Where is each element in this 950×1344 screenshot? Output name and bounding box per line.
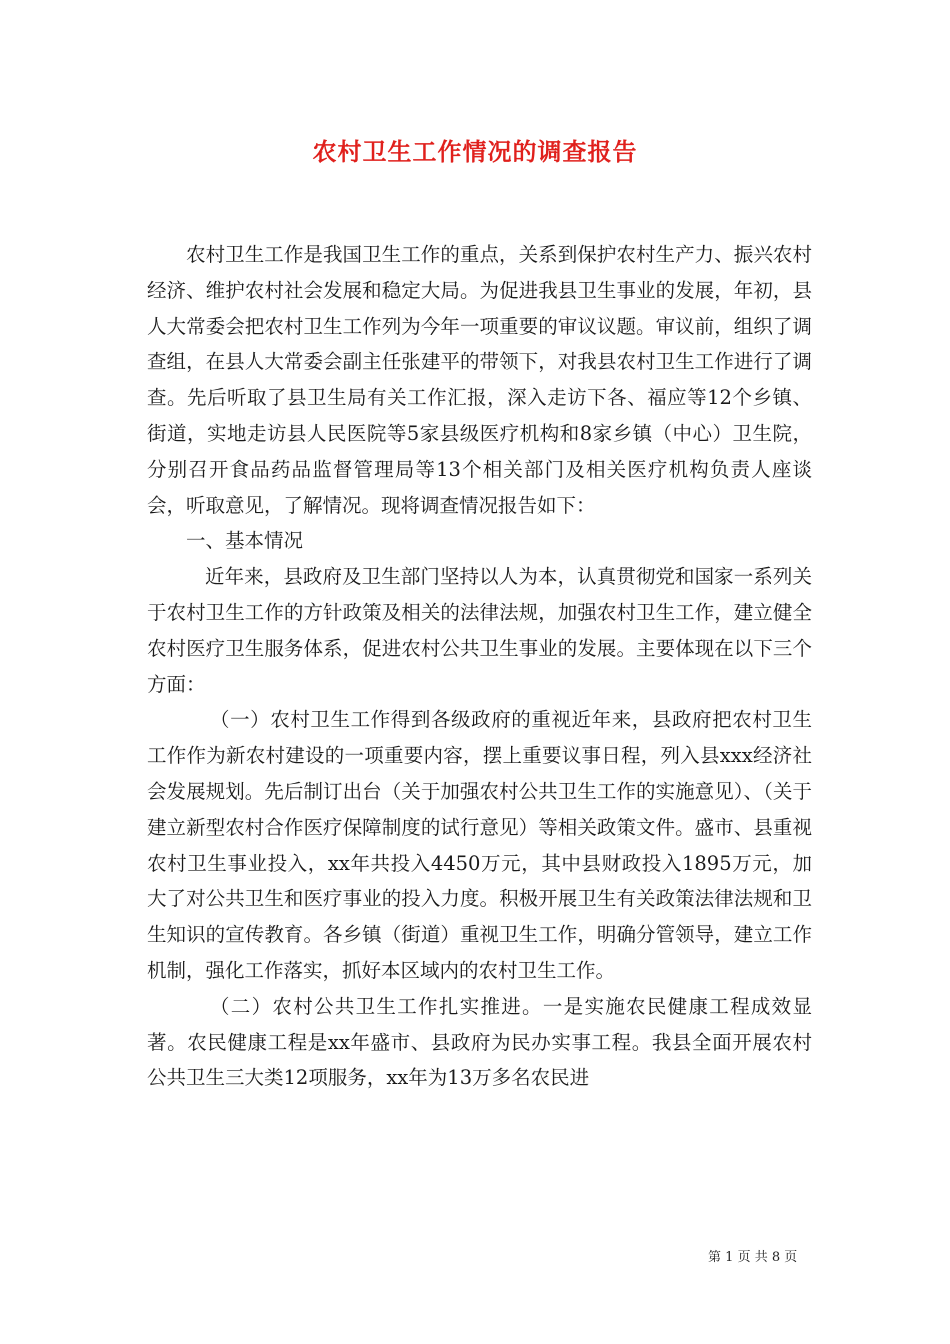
footer-middle: 页 共 <box>737 1250 768 1265</box>
footer-current-page: 1 <box>725 1250 734 1265</box>
paragraph-overview: 近年来，县政府及卫生部门坚持以人为本，认真贯彻党和国家一系列关于农村卫生工作的方针政策及相关的法律法规，加强农村卫生工作，建立健全农村医疗卫生服务体系，促进农村公共卫生事业的发展。主要体现在以下三个方面： <box>147 565 812 696</box>
paragraph-subsection-2: （二）农村公共卫生工作扎实推进。一是实施农民健康工程成效显著。农民健康工程是xx年盛市、县政府为民办实事工程。我县全面开展农村公共卫生三大类12项服务，xx年为13万多名农民进 <box>147 994 812 1090</box>
document-body <box>147 237 812 1096</box>
document-title: 农村卫生工作情况的调查报告 <box>312 137 638 166</box>
paragraph-subsection-1: （一）农村卫生工作得到各级政府的重视近年来，县政府把农村卫生工作作为新农村建设的一项重要内容，摆上重要议事日程，列入县xxx经济社会发展规划。先后制订出台（关于加强农村公共卫生工作的实施意见）、（关于建立新型农村合作医疗保障制度的试行意见）等相关政策文件。盛市、县重视农村卫生事业投入，xx年共投入4450万元，其中县财政投入1895万元，加大了对公共卫生和医疗事业的投入力度。积极开展卫生有关政策法律法规和卫生知识的宣传教育。各乡镇（街道）重视卫生工作，明确分管领导，建立工作机制，强化工作落实，抓好本区域内的农村卫生工作。 <box>147 708 812 982</box>
footer-prefix: 第 <box>708 1250 722 1265</box>
footer-suffix: 页 <box>784 1250 798 1265</box>
section-heading-basic-situation: 一、基本情况 <box>186 529 304 553</box>
paragraph-intro: 农村卫生工作是我国卫生工作的重点，关系到保护农村生产力、振兴农村经济、维护农村社会发展和稳定大局。为促进我县卫生事业的发展，年初，县人大常委会把农村卫生工作列为今年一项重要的审议议题。审议前，组织了调查组，在县人大常委会副主任张建平的带领下，对我县农村卫生工作进行了调查。先后听取了县卫生局有关工作汇报，深入走访下各、福应等12个乡镇、街道，实地走访县人民医院等5家县级医疗机构和8家乡镇（中心）卫生院，分别召开食品药品监督管理局等13个相关部门及相关医疗机构负责人座谈会，听取意见，了解情况。现将调查情况报告如下： <box>147 243 812 517</box>
footer-total-pages: 8 <box>771 1250 781 1265</box>
page-footer <box>708 1246 797 1265</box>
